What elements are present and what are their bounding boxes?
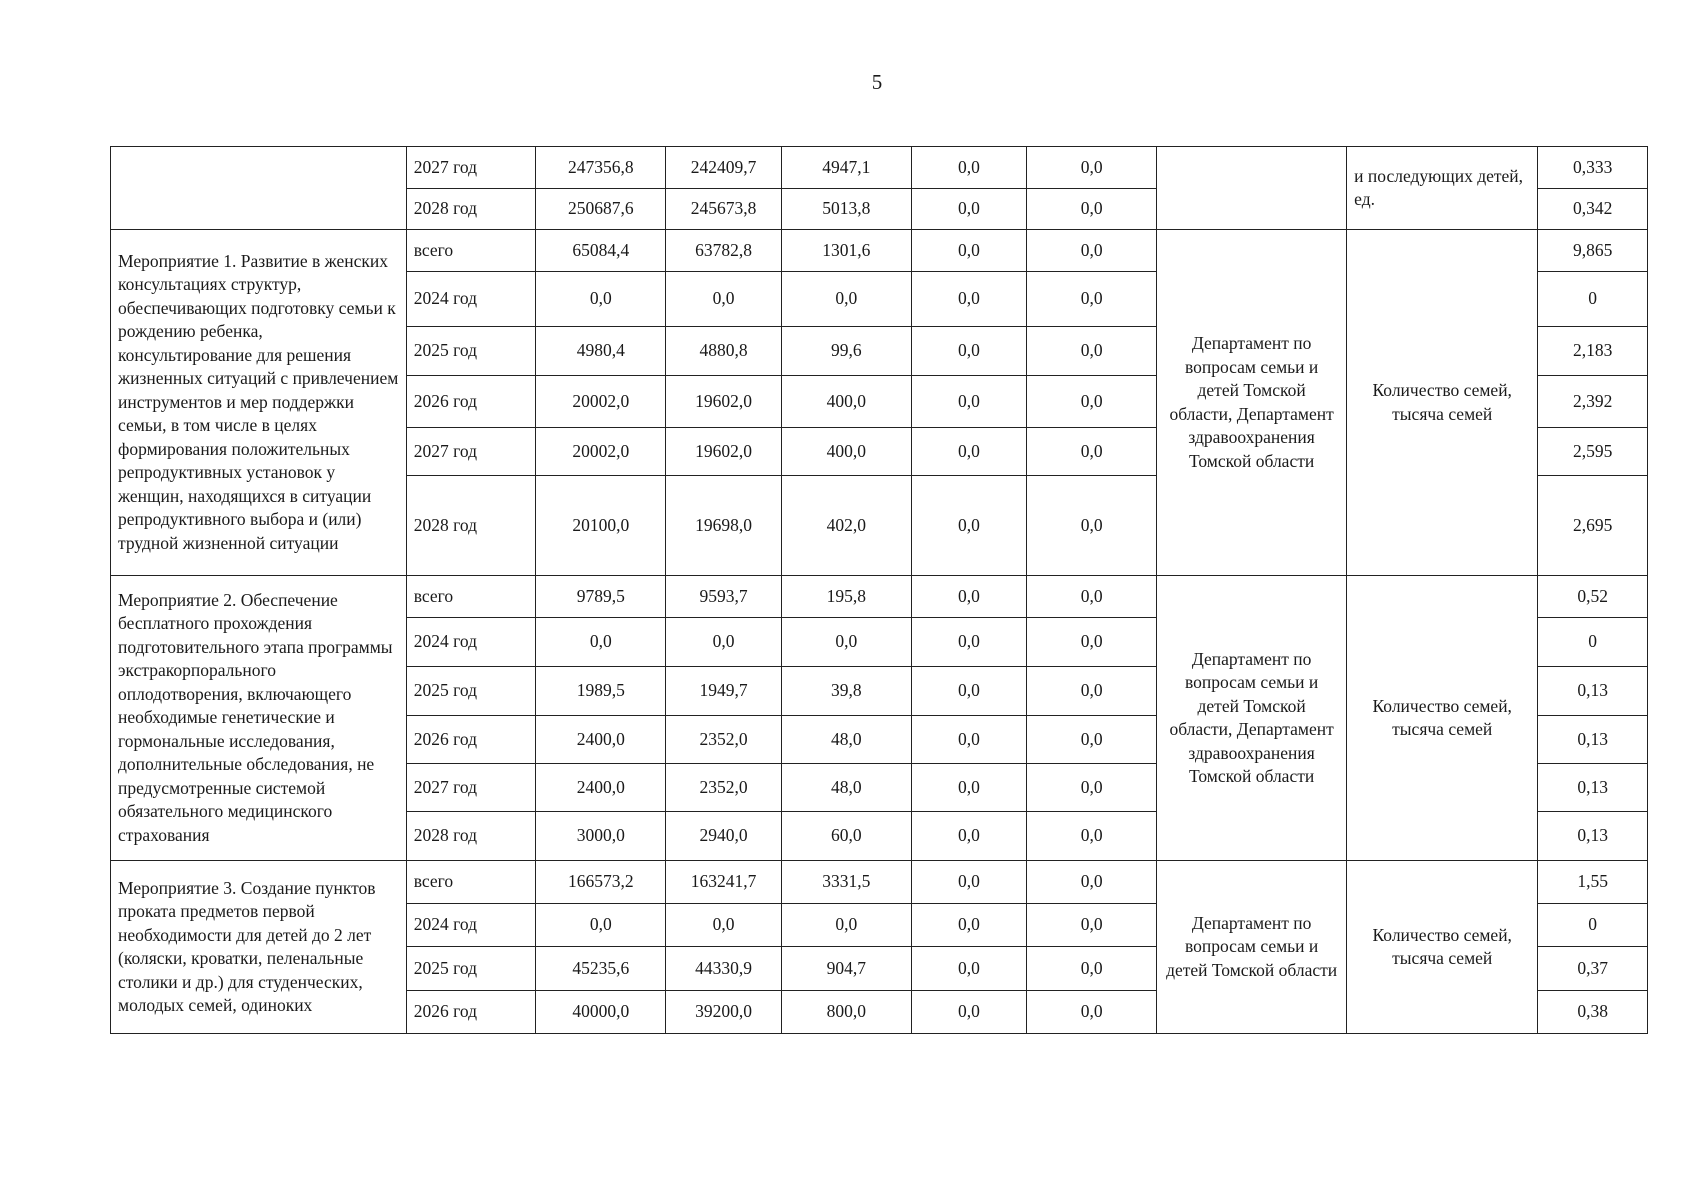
department-cell: Департамент по вопросам семьи и детей Томской области, Департамент здравоохранения Томской области bbox=[1157, 230, 1347, 576]
year-cell: 2026 год bbox=[406, 376, 536, 428]
regional-cell: 48,0 bbox=[781, 716, 911, 764]
indicator-cell: Количество семей, тысяча семей bbox=[1347, 861, 1538, 1034]
indicator-value-cell: 9,865 bbox=[1538, 230, 1648, 272]
other-cell: 0,0 bbox=[1027, 991, 1157, 1034]
other-cell: 0,0 bbox=[1027, 189, 1157, 230]
total-cell: 1989,5 bbox=[536, 667, 666, 716]
indicator-value-cell: 2,595 bbox=[1538, 428, 1648, 476]
local-cell: 0,0 bbox=[911, 991, 1027, 1034]
other-cell: 0,0 bbox=[1027, 376, 1157, 428]
year-cell: 2028 год bbox=[406, 476, 536, 576]
other-cell: 0,0 bbox=[1027, 428, 1157, 476]
event-name-cell: Мероприятие 3. Создание пунктов проката предметов первой необходимости для детей до 2 лет (коляски, кроватки, пеленальные столики и др.) для студенческих, молодых семей, одиноких bbox=[111, 861, 407, 1034]
total-cell: 9789,5 bbox=[536, 576, 666, 618]
other-cell: 0,0 bbox=[1027, 576, 1157, 618]
regional-cell: 400,0 bbox=[781, 428, 911, 476]
regional-cell: 4947,1 bbox=[781, 147, 911, 189]
total-cell: 20002,0 bbox=[536, 376, 666, 428]
year-cell: 2028 год bbox=[406, 189, 536, 230]
indicator-value-cell: 1,55 bbox=[1538, 861, 1648, 904]
total-cell: 166573,2 bbox=[536, 861, 666, 904]
regional-cell: 39,8 bbox=[781, 667, 911, 716]
year-cell: 2024 год bbox=[406, 272, 536, 327]
year-cell: 2025 год bbox=[406, 947, 536, 991]
local-cell: 0,0 bbox=[911, 376, 1027, 428]
other-cell: 0,0 bbox=[1027, 618, 1157, 667]
federal-cell: 0,0 bbox=[666, 904, 782, 947]
indicator-value-cell: 0 bbox=[1538, 272, 1648, 327]
local-cell: 0,0 bbox=[911, 618, 1027, 667]
federal-cell: 1949,7 bbox=[666, 667, 782, 716]
department-cell: Департамент по вопросам семьи и детей Томской области bbox=[1157, 861, 1347, 1034]
indicator-value-cell: 0,13 bbox=[1538, 716, 1648, 764]
regional-cell: 48,0 bbox=[781, 764, 911, 812]
year-cell: всего bbox=[406, 576, 536, 618]
federal-cell: 245673,8 bbox=[666, 189, 782, 230]
federal-cell: 163241,7 bbox=[666, 861, 782, 904]
local-cell: 0,0 bbox=[911, 904, 1027, 947]
total-cell: 250687,6 bbox=[536, 189, 666, 230]
local-cell: 0,0 bbox=[911, 428, 1027, 476]
program-table bbox=[110, 146, 1648, 1034]
total-cell: 4980,4 bbox=[536, 327, 666, 376]
local-cell: 0,0 bbox=[911, 147, 1027, 189]
other-cell: 0,0 bbox=[1027, 861, 1157, 904]
total-cell: 65084,4 bbox=[536, 230, 666, 272]
federal-cell: 2352,0 bbox=[666, 764, 782, 812]
regional-cell: 3331,5 bbox=[781, 861, 911, 904]
indicator-cell: Количество семей, тысяча семей bbox=[1347, 576, 1538, 861]
table-row bbox=[111, 576, 1648, 618]
department-cell: Департамент по вопросам семьи и детей Томской области, Департамент здравоохранения Томской области bbox=[1157, 576, 1347, 861]
year-cell: 2027 год bbox=[406, 428, 536, 476]
year-cell: 2028 год bbox=[406, 812, 536, 861]
indicator-value-cell: 0,13 bbox=[1538, 812, 1648, 861]
other-cell: 0,0 bbox=[1027, 667, 1157, 716]
indicator-value-cell: 0,13 bbox=[1538, 667, 1648, 716]
year-cell: 2025 год bbox=[406, 667, 536, 716]
total-cell: 0,0 bbox=[536, 618, 666, 667]
federal-cell: 2940,0 bbox=[666, 812, 782, 861]
federal-cell: 39200,0 bbox=[666, 991, 782, 1034]
local-cell: 0,0 bbox=[911, 947, 1027, 991]
other-cell: 0,0 bbox=[1027, 272, 1157, 327]
year-cell: 2026 год bbox=[406, 991, 536, 1034]
regional-cell: 0,0 bbox=[781, 272, 911, 327]
other-cell: 0,0 bbox=[1027, 230, 1157, 272]
table-row bbox=[111, 861, 1648, 904]
year-cell: всего bbox=[406, 230, 536, 272]
year-cell: 2025 год bbox=[406, 327, 536, 376]
department-cell bbox=[1157, 147, 1347, 230]
indicator-value-cell: 0,37 bbox=[1538, 947, 1648, 991]
indicator-value-cell: 2,183 bbox=[1538, 327, 1648, 376]
total-cell: 2400,0 bbox=[536, 716, 666, 764]
total-cell: 0,0 bbox=[536, 904, 666, 947]
indicator-value-cell: 0,52 bbox=[1538, 576, 1648, 618]
federal-cell: 44330,9 bbox=[666, 947, 782, 991]
regional-cell: 0,0 bbox=[781, 904, 911, 947]
regional-cell: 402,0 bbox=[781, 476, 911, 576]
regional-cell: 0,0 bbox=[781, 618, 911, 667]
indicator-cell: и последующих детей, ед. bbox=[1347, 147, 1538, 230]
total-cell: 20002,0 bbox=[536, 428, 666, 476]
federal-cell: 0,0 bbox=[666, 272, 782, 327]
indicator-value-cell: 2,695 bbox=[1538, 476, 1648, 576]
event-name-cell bbox=[111, 147, 407, 230]
federal-cell: 19602,0 bbox=[666, 376, 782, 428]
federal-cell: 0,0 bbox=[666, 618, 782, 667]
total-cell: 3000,0 bbox=[536, 812, 666, 861]
year-cell: 2027 год bbox=[406, 147, 536, 189]
federal-cell: 19602,0 bbox=[666, 428, 782, 476]
regional-cell: 800,0 bbox=[781, 991, 911, 1034]
indicator-value-cell: 0,13 bbox=[1538, 764, 1648, 812]
local-cell: 0,0 bbox=[911, 764, 1027, 812]
local-cell: 0,0 bbox=[911, 716, 1027, 764]
regional-cell: 1301,6 bbox=[781, 230, 911, 272]
total-cell: 45235,6 bbox=[536, 947, 666, 991]
regional-cell: 99,6 bbox=[781, 327, 911, 376]
local-cell: 0,0 bbox=[911, 667, 1027, 716]
regional-cell: 904,7 bbox=[781, 947, 911, 991]
local-cell: 0,0 bbox=[911, 576, 1027, 618]
table-row bbox=[111, 147, 1648, 189]
regional-cell: 195,8 bbox=[781, 576, 911, 618]
other-cell: 0,0 bbox=[1027, 147, 1157, 189]
event-name-cell: Мероприятие 2. Обеспечение бесплатного прохождения подготовительного этапа программы экстракорпорального оплодотворения, включающего необходимые генетические и гормональные исследования, дополнительные обследования, не предусмотренные системой обязательного медицинского страхования bbox=[111, 576, 407, 861]
local-cell: 0,0 bbox=[911, 861, 1027, 904]
table-row bbox=[111, 230, 1648, 272]
federal-cell: 242409,7 bbox=[666, 147, 782, 189]
indicator-value-cell: 0,342 bbox=[1538, 189, 1648, 230]
federal-cell: 63782,8 bbox=[666, 230, 782, 272]
federal-cell: 4880,8 bbox=[666, 327, 782, 376]
other-cell: 0,0 bbox=[1027, 716, 1157, 764]
other-cell: 0,0 bbox=[1027, 764, 1157, 812]
local-cell: 0,0 bbox=[911, 189, 1027, 230]
indicator-value-cell: 0,333 bbox=[1538, 147, 1648, 189]
local-cell: 0,0 bbox=[911, 476, 1027, 576]
local-cell: 0,0 bbox=[911, 230, 1027, 272]
other-cell: 0,0 bbox=[1027, 904, 1157, 947]
total-cell: 20100,0 bbox=[536, 476, 666, 576]
indicator-value-cell: 0,38 bbox=[1538, 991, 1648, 1034]
federal-cell: 19698,0 bbox=[666, 476, 782, 576]
year-cell: всего bbox=[406, 861, 536, 904]
federal-cell: 9593,7 bbox=[666, 576, 782, 618]
total-cell: 40000,0 bbox=[536, 991, 666, 1034]
year-cell: 2024 год bbox=[406, 618, 536, 667]
event-name-cell: Мероприятие 1. Развитие в женских консультациях структур, обеспечивающих подготовку семьи к рождению ребенка, консультирование для решения жизненных ситуаций с привлечением инструментов и мер поддержки семьи, в том числе в целях формирования положительных репродуктивных установок у женщин, находящихся в ситуации репродуктивного выбора и (или) трудной жизненной ситуации bbox=[111, 230, 407, 576]
page-number: 5 bbox=[871, 70, 883, 94]
local-cell: 0,0 bbox=[911, 812, 1027, 861]
indicator-value-cell: 2,392 bbox=[1538, 376, 1648, 428]
other-cell: 0,0 bbox=[1027, 812, 1157, 861]
total-cell: 2400,0 bbox=[536, 764, 666, 812]
year-cell: 2027 год bbox=[406, 764, 536, 812]
year-cell: 2026 год bbox=[406, 716, 536, 764]
regional-cell: 60,0 bbox=[781, 812, 911, 861]
federal-cell: 2352,0 bbox=[666, 716, 782, 764]
indicator-cell: Количество семей, тысяча семей bbox=[1347, 230, 1538, 576]
local-cell: 0,0 bbox=[911, 327, 1027, 376]
indicator-value-cell: 0 bbox=[1538, 904, 1648, 947]
regional-cell: 400,0 bbox=[781, 376, 911, 428]
total-cell: 247356,8 bbox=[536, 147, 666, 189]
other-cell: 0,0 bbox=[1027, 947, 1157, 991]
total-cell: 0,0 bbox=[536, 272, 666, 327]
local-cell: 0,0 bbox=[911, 272, 1027, 327]
regional-cell: 5013,8 bbox=[781, 189, 911, 230]
other-cell: 0,0 bbox=[1027, 327, 1157, 376]
year-cell: 2024 год bbox=[406, 904, 536, 947]
indicator-value-cell: 0 bbox=[1538, 618, 1648, 667]
other-cell: 0,0 bbox=[1027, 476, 1157, 576]
